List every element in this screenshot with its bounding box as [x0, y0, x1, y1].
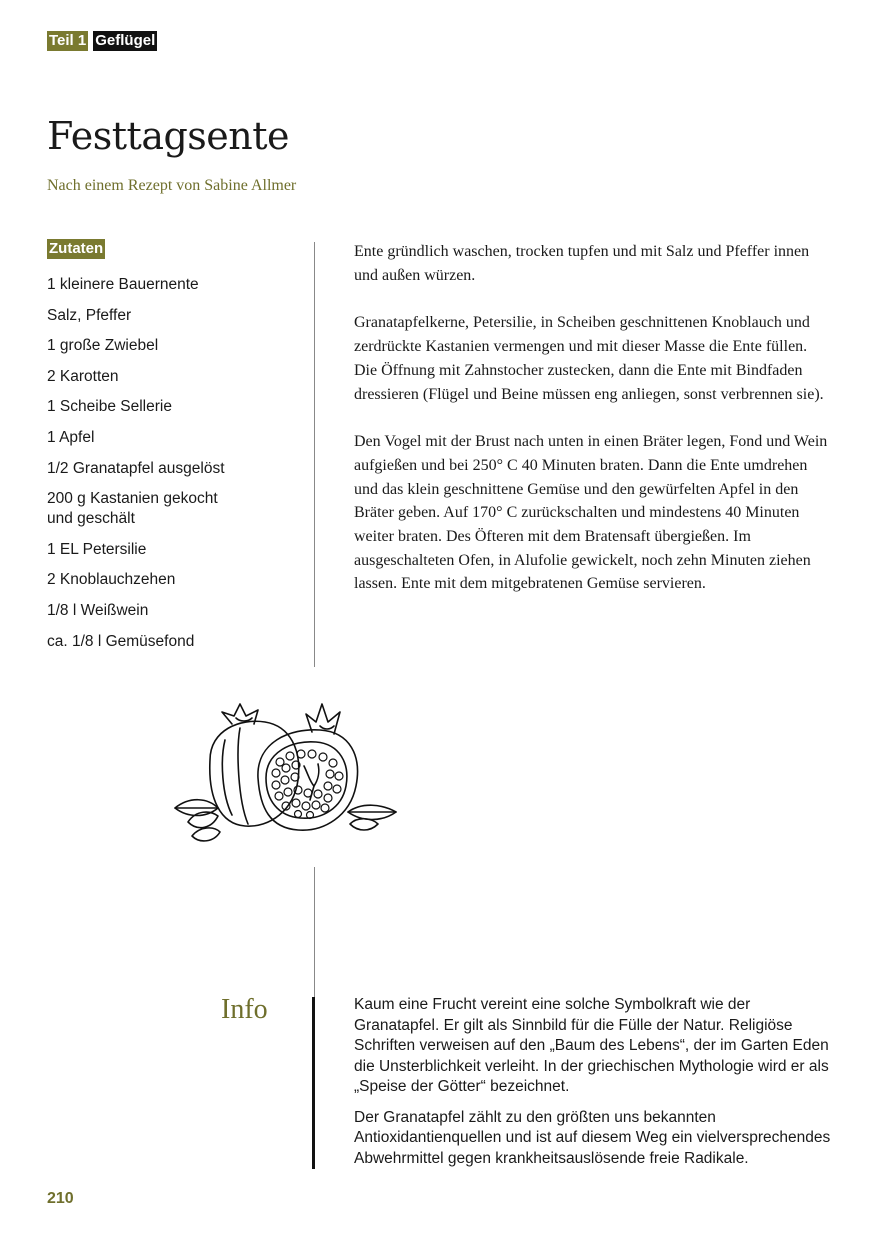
step-paragraph: Den Vogel mit der Brust nach unten in einen Bräter legen, Fond und Wein aufgießen und bei 250° C 40 Minuten braten. Dann die Ente umdrehen und das klein geschnittene Gemüse und den gewürfelten Apfel in den Bräter geben. Auf 170° C zurückschalten und mindestens 40 Minuten weiter braten. Des Öfteren mit dem Bratensaft übergießen. Im ausgeschalteten Ofen, in Alufolie gewickelt, noch zehn Minuten ziehen lassen. Ente mit dem mitgebratenen Gemüse servieren.	[354, 433, 828, 593]
ingredients-list	[47, 275, 297, 652]
ingredient-item: 1 Scheibe Sellerie	[47, 398, 172, 416]
ingredient-item: 1/8 l Weißwein	[47, 601, 149, 619]
info-paragraph: Der Granatapfel zählt zu den größten uns bekannten Antioxidantienquellen und ist auf diesem Weg ein vielversprechendes Abwehrmittel gegen krankheitsauslösende freie Radikale.	[354, 1108, 831, 1167]
recipe-title: Festtagsente	[47, 114, 290, 158]
ingredient-item: 200 g Kastanien gekocht und geschält	[47, 490, 218, 528]
column-divider	[314, 242, 315, 667]
ingredient-item: 1 Apfel	[47, 428, 95, 446]
column-divider	[314, 867, 315, 997]
ingredients-section	[47, 239, 297, 662]
step-paragraph: Granatapfelkerne, Petersilie, in Scheiben geschnittenen Knoblauch und zerdrückte Kastanien vermengen und mit dieser Masse die Ente füllen. Die Öffnung mit Zahnstocher zustecken, dann die Ente mit Bindfaden dressieren (Flügel und Beine müssen eng anliegen, sonst verbrennen sie).	[354, 314, 824, 403]
ingredient-item: ca. 1/8 l Gemüsefond	[47, 632, 195, 650]
ingredient-item: Salz, Pfeffer	[47, 306, 132, 324]
ingredient-item: 1 EL Petersilie	[47, 540, 147, 558]
step-paragraph: Ente gründlich waschen, trocken tupfen und mit Salz und Pfeffer innen und außen würzen.	[354, 243, 810, 284]
preparation-steps	[354, 240, 832, 620]
ingredient-item: 1 kleinere Bauernente	[47, 276, 199, 293]
page-number: 210	[47, 1190, 74, 1207]
info-divider	[312, 997, 315, 1169]
ingredient-item: 1 große Zwiebel	[47, 337, 159, 355]
chapter-tag: Geflügel	[95, 32, 156, 49]
ingredients-heading: Zutaten	[49, 240, 104, 257]
ingredient-item: 2 Karotten	[47, 367, 119, 385]
chapter-header	[47, 31, 157, 51]
pomegranate-icon	[170, 700, 402, 853]
recipe-subtitle: Nach einem Rezept von Sabine Allmer	[47, 177, 297, 194]
ingredient-item: 1/2 Granatapfel ausgelöst	[47, 459, 225, 477]
ingredient-item: 2 Knoblauchzehen	[47, 571, 176, 589]
info-box	[354, 995, 834, 1179]
part-tag: Teil 1	[49, 32, 87, 49]
info-label: Info	[221, 994, 268, 1025]
info-paragraph: Kaum eine Frucht vereint eine solche Symbolkraft wie der Granatapfel. Er gilt als Sinnbild für die Fülle der Natur. Religiöse Schriften verweisen auf den „Baum des Lebens“, der im Garten Eden die Unsterblichkeit verleiht. In der griechischen Mythologie wird er als „Speise der Götter“ bezeichnet.	[354, 996, 829, 1095]
